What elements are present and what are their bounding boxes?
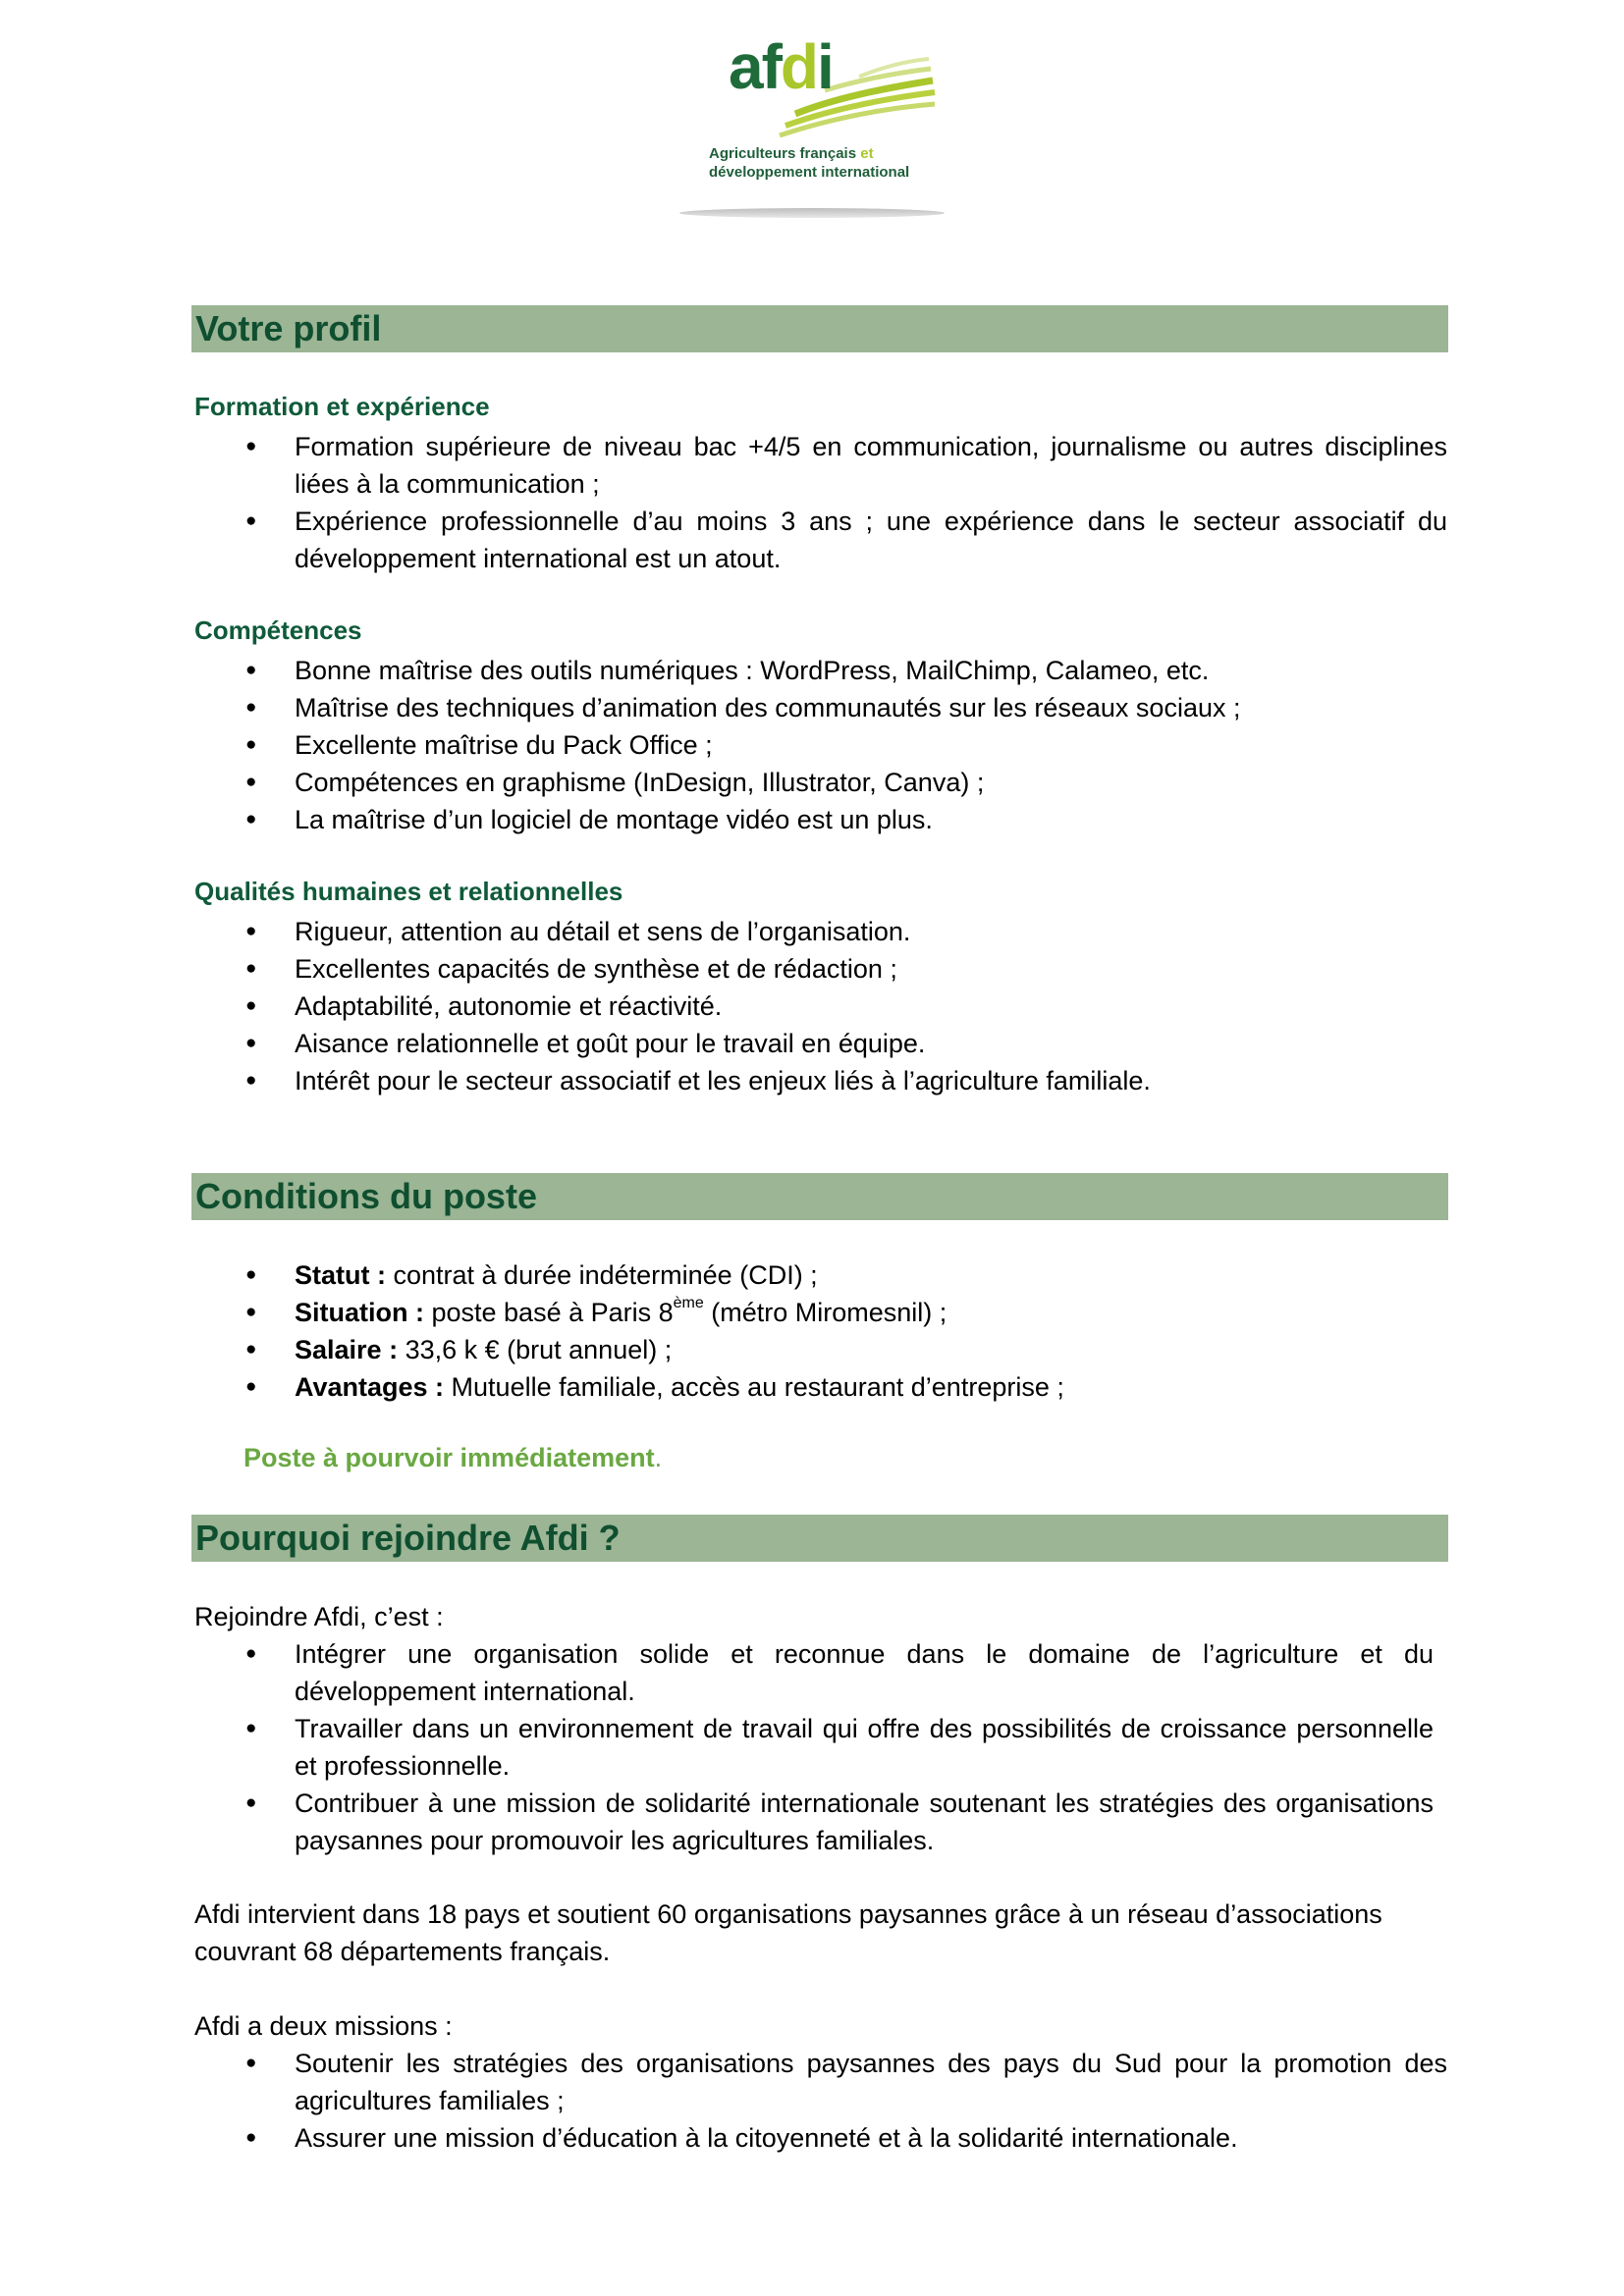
list-item: ● Aisance relationnelle et goût pour le travail en équipe. [194,1025,1447,1062]
logo-shadow [679,208,945,218]
afdi-facts: Afdi intervient dans 18 pays et soutient 60 organisations paysannes grâce à un réseau d’associations couvrant 68 départements français. [194,1899,1382,1966]
subheading-qualites: Qualités humaines et relationnelles [194,877,623,906]
list-item: ● Rigueur, attention au détail et sens de l’organisation. [194,913,1447,950]
condition-situation: ● Situation : poste basé à Paris 8ème (métro Miromesnil) ; [194,1294,1447,1331]
condition-avantages: ● Avantages : Mutuelle familiale, accès au restaurant d’entreprise ; [194,1368,1447,1406]
afdi-logo [677,20,948,226]
list-item: ● Bonne maîtrise des outils numériques : WordPress, MailChimp, Calameo, etc. [194,652,1447,689]
availability-note: Poste à pourvoir immédiatement. [244,1443,663,1472]
section-title-conditions: Conditions du poste [191,1173,1448,1220]
list-item: ● Maîtrise des techniques d’animation des communautés sur les réseaux sociaux ; [194,689,1447,726]
logo-tagline: Agriculteurs français et développement international [709,145,910,181]
subheading-formation: Formation et expérience [194,392,490,421]
list-item: ● Excellentes capacités de synthèse et de rédaction ; [194,950,1447,988]
logo-wordmark: afdi [729,31,833,102]
conditions-list [194,1256,1447,1406]
pourquoi-list [194,1635,1434,1859]
list-item: ● La maîtrise d’un logiciel de montage vidéo est un plus. [194,801,1447,838]
list-item: ● Excellente maîtrise du Pack Office ; [194,726,1447,764]
list-item: ● Assurer une mission d’éducation à la citoyenneté et à la solidarité internationale. [194,2119,1447,2157]
list-item: ● Expérience professionnelle d’au moins 3 ans ; une expérience dans le secteur associatif du développement international est un atout. [194,503,1447,577]
qualites-list [194,913,1447,1099]
formation-list [194,428,1447,577]
missions-intro: Afdi a deux missions : [194,2011,453,2041]
list-item: ● Adaptabilité, autonomie et réactivité. [194,988,1447,1025]
list-item: ● Travailler dans un environnement de travail qui offre des possibilités de croissance personnelle et professionnelle. [194,1710,1434,1785]
pourquoi-intro: Rejoindre Afdi, c’est : [194,1602,444,1631]
section-title-pourquoi: Pourquoi rejoindre Afdi ? [191,1515,1448,1562]
list-item: ● Soutenir les stratégies des organisations paysannes des pays du Sud pour la promotion des agricultures familiales ; [194,2045,1447,2119]
list-item: ● Compétences en graphisme (InDesign, Illustrator, Canva) ; [194,764,1447,801]
condition-salaire: ● Salaire : 33,6 k € (brut annuel) ; [194,1331,1447,1368]
list-item: ● Contribuer à une mission de solidarité internationale soutenant les stratégies des organisations paysannes pour promouvoir les agricultures familiales. [194,1785,1434,1859]
list-item: ● Formation supérieure de niveau bac +4/5 en communication, journalisme ou autres disciplines liées à la communication ; [194,428,1447,503]
list-item: ● Intérêt pour le secteur associatif et les enjeux liés à l’agriculture familiale. [194,1062,1447,1099]
list-item: ● Intégrer une organisation solide et reconnue dans le domaine de l’agriculture et du développement international. [194,1635,1434,1710]
missions-list [194,2045,1447,2157]
section-title-profil: Votre profil [191,305,1448,352]
subheading-competences: Compétences [194,615,362,645]
condition-statut: ● Statut : contrat à durée indéterminée (CDI) ; [194,1256,1447,1294]
competences-list [194,652,1447,838]
